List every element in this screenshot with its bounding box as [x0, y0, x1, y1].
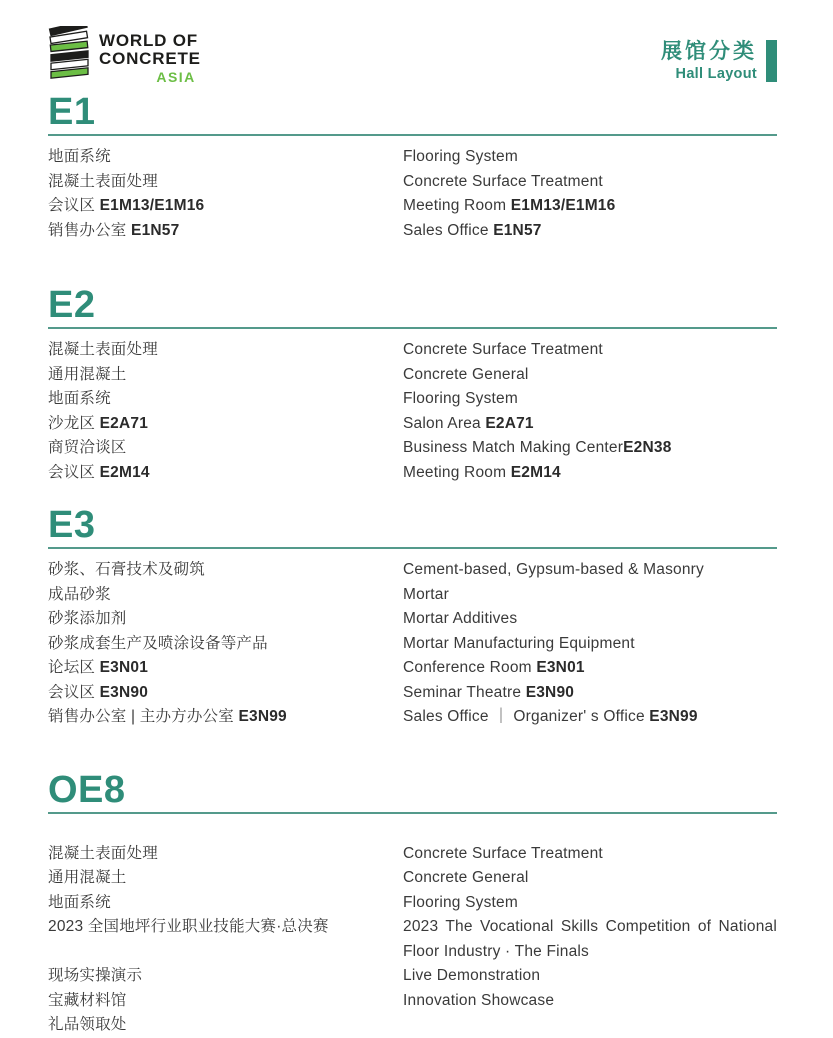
title-accent-bar	[766, 40, 777, 82]
hall-row	[48, 681, 777, 706]
booth-code: E1M13/E1M16	[99, 197, 205, 214]
logo-asia: ASIA	[156, 69, 196, 85]
hall-row	[48, 656, 777, 681]
hall-row	[48, 705, 777, 730]
booth-code: E1N57	[131, 221, 180, 239]
row-label-cn: 地面系统	[48, 893, 111, 911]
row-label-en: Concrete Surface Treatment	[403, 172, 603, 190]
section-e1	[48, 91, 777, 243]
row-label-cn: 混凝土表面处理	[48, 844, 158, 862]
hall-layout-title-texts	[661, 40, 757, 82]
row-label-cn: 地面系统	[48, 390, 111, 407]
booth-code: E2M14	[99, 463, 150, 481]
row-label-cn: 成品砂浆	[48, 585, 111, 603]
hall-row	[48, 989, 777, 1014]
row-label-en: Mortar Additives	[403, 610, 518, 627]
stacked-concrete-slabs-icon	[48, 26, 92, 80]
row-label-en: Mortar	[403, 585, 449, 603]
hall-layout-label-cn: 展馆分类	[661, 40, 757, 63]
row-label-cn: 论坛区 E3N01	[48, 659, 149, 676]
section-title: E3	[48, 504, 96, 546]
row-label-cn: 混凝土表面处理	[48, 172, 158, 190]
woc-logo	[48, 26, 201, 84]
section-title: OE8	[48, 768, 126, 811]
booth-code: E3N90	[525, 683, 575, 701]
hall-row	[48, 842, 777, 867]
row-label-cn: 礼品领取处	[48, 1016, 127, 1033]
row-label-en: Salon Area E2A71	[403, 414, 534, 432]
hall-row	[48, 558, 777, 583]
row-label-cn: 会议区 E2M14	[48, 463, 150, 481]
hall-row	[48, 387, 777, 412]
hall-layout-title	[661, 40, 777, 82]
booth-code: E2A71	[99, 414, 149, 432]
hall-row	[48, 363, 777, 388]
row-label-en: Cement-based, Gypsum-based & Masonry	[403, 561, 704, 578]
hall-row	[48, 891, 777, 916]
row-label-en: Concrete General	[403, 365, 529, 383]
row-label-en: Flooring System	[403, 893, 518, 911]
row-label-cn: 砂浆成套生产及喷涂设备等产品	[48, 634, 268, 652]
booth-code: E1N57	[493, 221, 542, 239]
section-title: E2	[48, 284, 96, 326]
booth-code: E3N01	[99, 659, 149, 676]
row-label-cn: 销售办公室 | 主办方办公室 E3N99	[48, 708, 287, 725]
row-label-cn: 宝藏材料馆	[48, 991, 127, 1009]
booth-code: E3N01	[536, 659, 585, 676]
section-title: E1	[48, 91, 96, 133]
section-rule	[48, 134, 777, 136]
hall-layout-label-en: Hall Layout	[675, 66, 757, 82]
row-label-en: Seminar Theatre E3N90	[403, 683, 575, 701]
logo-concrete: CONCRETE	[99, 49, 201, 68]
hall-row	[48, 436, 777, 461]
hall-row	[48, 338, 777, 363]
row-label-en: Mortar Manufacturing Equipment	[403, 634, 635, 652]
row-label-en: Meeting Room E1M13/E1M16	[403, 197, 616, 214]
row-label-en: Concrete Surface Treatment	[403, 844, 603, 862]
hall-row	[48, 915, 777, 964]
hall-row	[48, 607, 777, 632]
section-rows	[48, 842, 777, 1038]
hall-row	[48, 632, 777, 657]
row-label-cn: 商贸洽谈区	[48, 439, 127, 456]
section-rule	[48, 547, 777, 549]
booth-code: E2A71	[485, 414, 534, 432]
section-rule	[48, 327, 777, 329]
row-label-en: Conference Room E3N01	[403, 659, 585, 676]
row-label-cn: 通用混凝土	[48, 365, 127, 383]
hall-row	[48, 866, 777, 891]
woc-logo-text	[99, 26, 201, 84]
row-label-en: Sales Office ｜ Organizer' s Office E3N99	[403, 708, 698, 725]
section-rows	[48, 145, 777, 243]
row-label-en: Flooring System	[403, 148, 518, 165]
section-rule	[48, 812, 777, 814]
hall-row	[48, 1013, 777, 1038]
row-label-cn: 通用混凝土	[48, 869, 127, 886]
row-label-en: Innovation Showcase	[403, 991, 555, 1009]
booth-code: E3N90	[99, 683, 149, 701]
row-label-cn: 地面系统	[48, 148, 111, 165]
row-label-en: Concrete Surface Treatment	[403, 341, 603, 358]
row-label-en: Business Match Making CenterE2N38	[403, 439, 672, 456]
hall-row	[48, 219, 777, 244]
section-e3	[48, 504, 777, 730]
row-label-en: Concrete General	[403, 869, 529, 886]
row-label-cn: 砂浆、石膏技术及砌筑	[48, 561, 206, 578]
booth-code: E2N38	[623, 439, 672, 456]
row-label-en: Sales Office E1N57	[403, 221, 542, 239]
booth-code: E3N99	[649, 708, 698, 725]
row-label-cn: 2023 全国地坪行业职业技能大赛·总决赛	[48, 918, 329, 935]
hall-row	[48, 145, 777, 170]
page-header	[48, 26, 777, 90]
row-label-cn: 会议区 E3N90	[48, 683, 149, 701]
row-label-en: 2023 The Vocational Skills Competition of National Floor Industry · The Finals	[403, 918, 777, 960]
section-e2	[48, 284, 777, 485]
hall-row	[48, 461, 777, 486]
row-label-en: Flooring System	[403, 390, 518, 407]
row-label-cn: 混凝土表面处理	[48, 341, 158, 358]
hall-row	[48, 412, 777, 437]
logo-world-of: WORLD OF	[99, 31, 198, 50]
booth-code: E1M13/E1M16	[510, 197, 616, 214]
row-label-cn: 现场实操演示	[48, 967, 143, 984]
row-label-cn: 沙龙区 E2A71	[48, 414, 149, 432]
row-label-en: Meeting Room E2M14	[403, 463, 561, 481]
hall-row	[48, 964, 777, 989]
section-rows	[48, 558, 777, 730]
booth-code: E2M14	[510, 463, 561, 481]
section-rows	[48, 338, 777, 485]
hall-sections	[48, 91, 777, 1038]
hall-row	[48, 170, 777, 195]
booth-code: E3N99	[238, 708, 287, 725]
row-label-cn: 砂浆添加剂	[48, 610, 127, 627]
row-label-cn: 销售办公室 E1N57	[48, 221, 180, 239]
section-oe8	[48, 768, 777, 1038]
row-label-en: Live Demonstration	[403, 967, 541, 984]
row-label-cn: 会议区 E1M13/E1M16	[48, 197, 205, 214]
hall-row	[48, 194, 777, 219]
hall-row	[48, 583, 777, 608]
